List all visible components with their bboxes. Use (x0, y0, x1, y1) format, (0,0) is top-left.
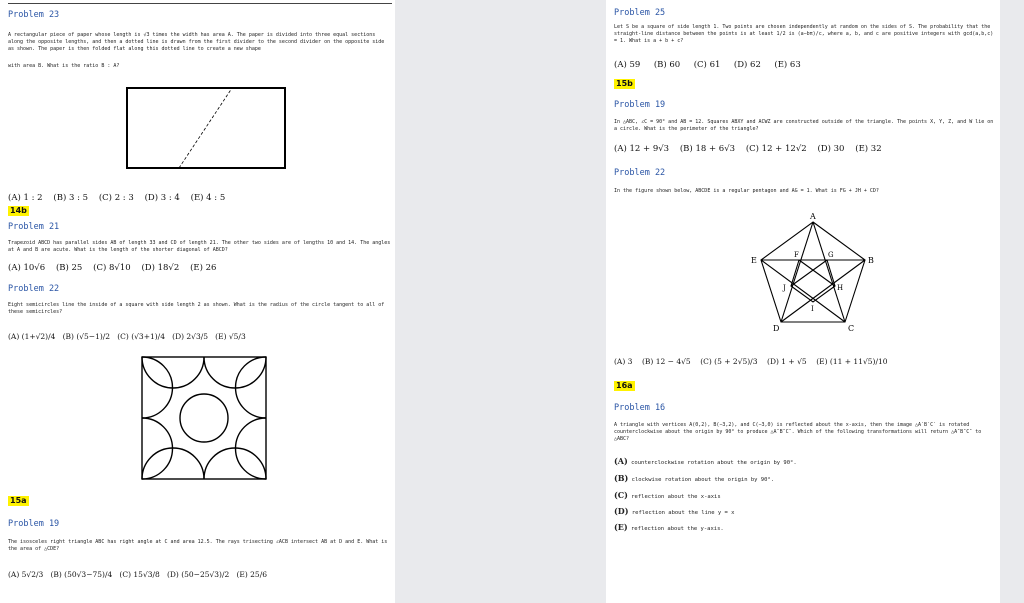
choice-c[interactable]: (C) 15√3/8 (119, 570, 160, 579)
choice-d[interactable]: (D) 30 (817, 144, 845, 154)
label-h: H (837, 284, 844, 292)
choice-e[interactable]: (E) (11 + 11√5)/10 (816, 357, 888, 366)
problem-23-text-continued: with area B. What is the ratio B : A? (8, 63, 120, 69)
choice-d[interactable]: (D) 62 (733, 60, 761, 70)
option-d-row[interactable] (614, 506, 734, 516)
problem-16-text: A triangle with vertices A(0,2), B(−3,2), and C(−3,0) is reflected about the x-axis, then the image △A′B′C′ is rotated counterclockwise about the origin by 90° to produce △A″B″C″. Which of the following transformations will return △A″B″C″ to △ABC? (614, 422, 982, 442)
choice-a[interactable]: (A) 5√2/3 (8, 570, 44, 579)
problem-16-title: Problem 16 (614, 403, 666, 413)
option-text: reflection about the x-axis (631, 494, 721, 500)
choice-c[interactable]: (C) (√3+1)/4 (117, 332, 165, 341)
problem-22-title: Problem 22 (8, 284, 60, 294)
option-letter: (E) (614, 522, 628, 532)
folded-paper-figure (125, 86, 287, 170)
choice-b[interactable]: (B) (√5−1)/2 (62, 332, 111, 341)
highlight-tag-14b: 14b (10, 206, 27, 215)
choice-b[interactable]: (B) 25 (55, 263, 83, 273)
choice-d[interactable]: (D) (50−25√3)/2 (166, 570, 230, 579)
label-f: F (794, 251, 799, 259)
option-b-row[interactable] (614, 473, 774, 483)
highlight-tag-16a: 16a (616, 381, 633, 390)
problem-21-text: Trapezoid ABCD has parallel sides AB of length 33 and CD of length 21. The other two sides are of lengths 10 and 14. The angles at A and B are acute. What is the length of the shorter diagonal of ABCD? (8, 240, 391, 253)
problem-19-choices (8, 570, 267, 579)
problem-19-right-text: In △ABC, ∠C = 90° and AB = 12. Squares ABXY and ACWZ are constructed outside of the triangle. The points X, Y, Z, and W lie on a circle. What is the perimeter of the triangle? (614, 119, 994, 132)
choice-b[interactable]: (B) (50√3−75)/4 (50, 570, 113, 579)
problem-21-title: Problem 21 (8, 222, 60, 232)
problem-22-right-title: Problem 22 (614, 168, 666, 178)
problem-22-right-choices (614, 357, 888, 366)
choice-e[interactable]: (E) 26 (190, 263, 217, 273)
choice-b[interactable]: (B) 3 : 5 (53, 193, 89, 203)
option-letter: (B) (614, 473, 629, 483)
problem-23-text: A rectangular piece of paper whose length is √3 times the width has area A. The paper is divided into three equal sections along the opposite lengths, and then a dotted line is drawn from the first divider to the second divider on the opposite side as shown. The paper is then folded flat along this dotted line to create a new shape (8, 32, 385, 52)
problem-25-text: Let S be a square of side length 1. Two points are chosen independently at random on the sides of S. The probability that the straight-line distance between the points is at least 1/2 is (a−bπ)/c, where a, b, and c are positive integers with gcd(a,b,c) = 1. What is a + b + c? (614, 24, 994, 44)
label-e: E (751, 256, 757, 265)
highlight-tag-15a: 15a (10, 496, 27, 505)
right-page (606, 0, 1000, 603)
choice-d[interactable]: (D) 18√2 (141, 263, 180, 273)
label-b: B (868, 256, 874, 265)
problem-22-text: Eight semicircles line the inside of a square with side length 2 as shown. What is the radius of the circle tangent to all of these semicircles? (8, 302, 385, 315)
option-text: counterclockwise rotation about the origin by 90°. (631, 460, 797, 466)
choice-c[interactable]: (C) 2 : 3 (98, 193, 134, 203)
label-a: A (810, 212, 816, 221)
problem-22-choices (8, 332, 246, 341)
choice-b[interactable]: (B) 18 + 6√3 (679, 144, 736, 154)
problem-19-title: Problem 19 (8, 519, 60, 529)
choice-b[interactable]: (B) 12 − 4√5 (641, 357, 691, 366)
label-i: I (811, 305, 814, 313)
option-text: clockwise rotation about the origin by 90°. (631, 477, 775, 483)
problem-19-right-choices (614, 144, 882, 154)
choice-b[interactable]: (B) 60 (653, 60, 681, 70)
option-letter: (D) (614, 506, 629, 516)
choice-e[interactable]: (E) 25/6 (236, 570, 267, 579)
option-letter: (A) (614, 456, 628, 466)
problem-23-title: Problem 23 (8, 10, 60, 20)
pentagon-figure (741, 210, 891, 340)
choice-c[interactable]: (C) 8√10 (93, 263, 131, 273)
choice-e[interactable]: (E) 63 (774, 60, 801, 70)
option-text: reflection about the line y = x (631, 510, 735, 516)
choice-d[interactable]: (D) 2√3/5 (172, 332, 209, 341)
problem-21-choices (8, 263, 216, 273)
option-c-row[interactable] (614, 490, 721, 500)
problem-23-choices (8, 193, 225, 203)
choice-a[interactable]: (A) 59 (614, 60, 641, 70)
choice-c[interactable]: (C) (5 + 2√5)/3 (700, 357, 758, 366)
choice-c[interactable]: (C) 12 + 12√2 (745, 144, 807, 154)
choice-a[interactable]: (A) (1+√2)/4 (8, 332, 56, 341)
left-page (0, 0, 395, 603)
option-text: reflection about the y-axis. (630, 526, 724, 532)
choice-e[interactable]: (E) 32 (855, 144, 882, 154)
highlight-tag-15b: 15b (616, 79, 633, 88)
problem-25-title: Problem 25 (614, 8, 666, 18)
choice-e[interactable]: (E) 4 : 5 (190, 193, 226, 203)
problem-22-right-text: In the figure shown below, ABCDE is a regular pentagon and AG = 1. What is FG + JH + CD? (614, 188, 879, 194)
choice-a[interactable]: (A) 1 : 2 (8, 193, 43, 203)
choice-e[interactable]: (E) √5/3 (215, 332, 246, 341)
choice-a[interactable]: (A) 3 (614, 357, 633, 366)
page-divider-line (8, 3, 392, 4)
problem-19-text: The isosceles right triangle ABC has right angle at C and area 12.5. The rays trisecting ∠ACB intersect AB at D and E. What is the area of △CDE? (8, 539, 388, 552)
label-c: C (848, 324, 855, 333)
problem-19-right-title: Problem 19 (614, 100, 666, 110)
label-g: G (828, 251, 834, 259)
choice-d[interactable]: (D) 3 : 4 (144, 193, 180, 203)
choice-d[interactable]: (D) 1 + √5 (767, 357, 807, 366)
choice-c[interactable]: (C) 61 (693, 60, 721, 70)
label-j: J (783, 284, 786, 292)
semicircles-square-figure (140, 355, 268, 481)
problem-25-choices (614, 60, 801, 70)
option-a-row[interactable] (614, 456, 797, 466)
label-d: D (773, 324, 780, 333)
choice-a[interactable]: (A) 10√6 (8, 263, 46, 273)
choice-a[interactable]: (A) 12 + 9√3 (614, 144, 670, 154)
option-letter: (C) (614, 490, 628, 500)
option-e-row[interactable] (614, 522, 724, 532)
